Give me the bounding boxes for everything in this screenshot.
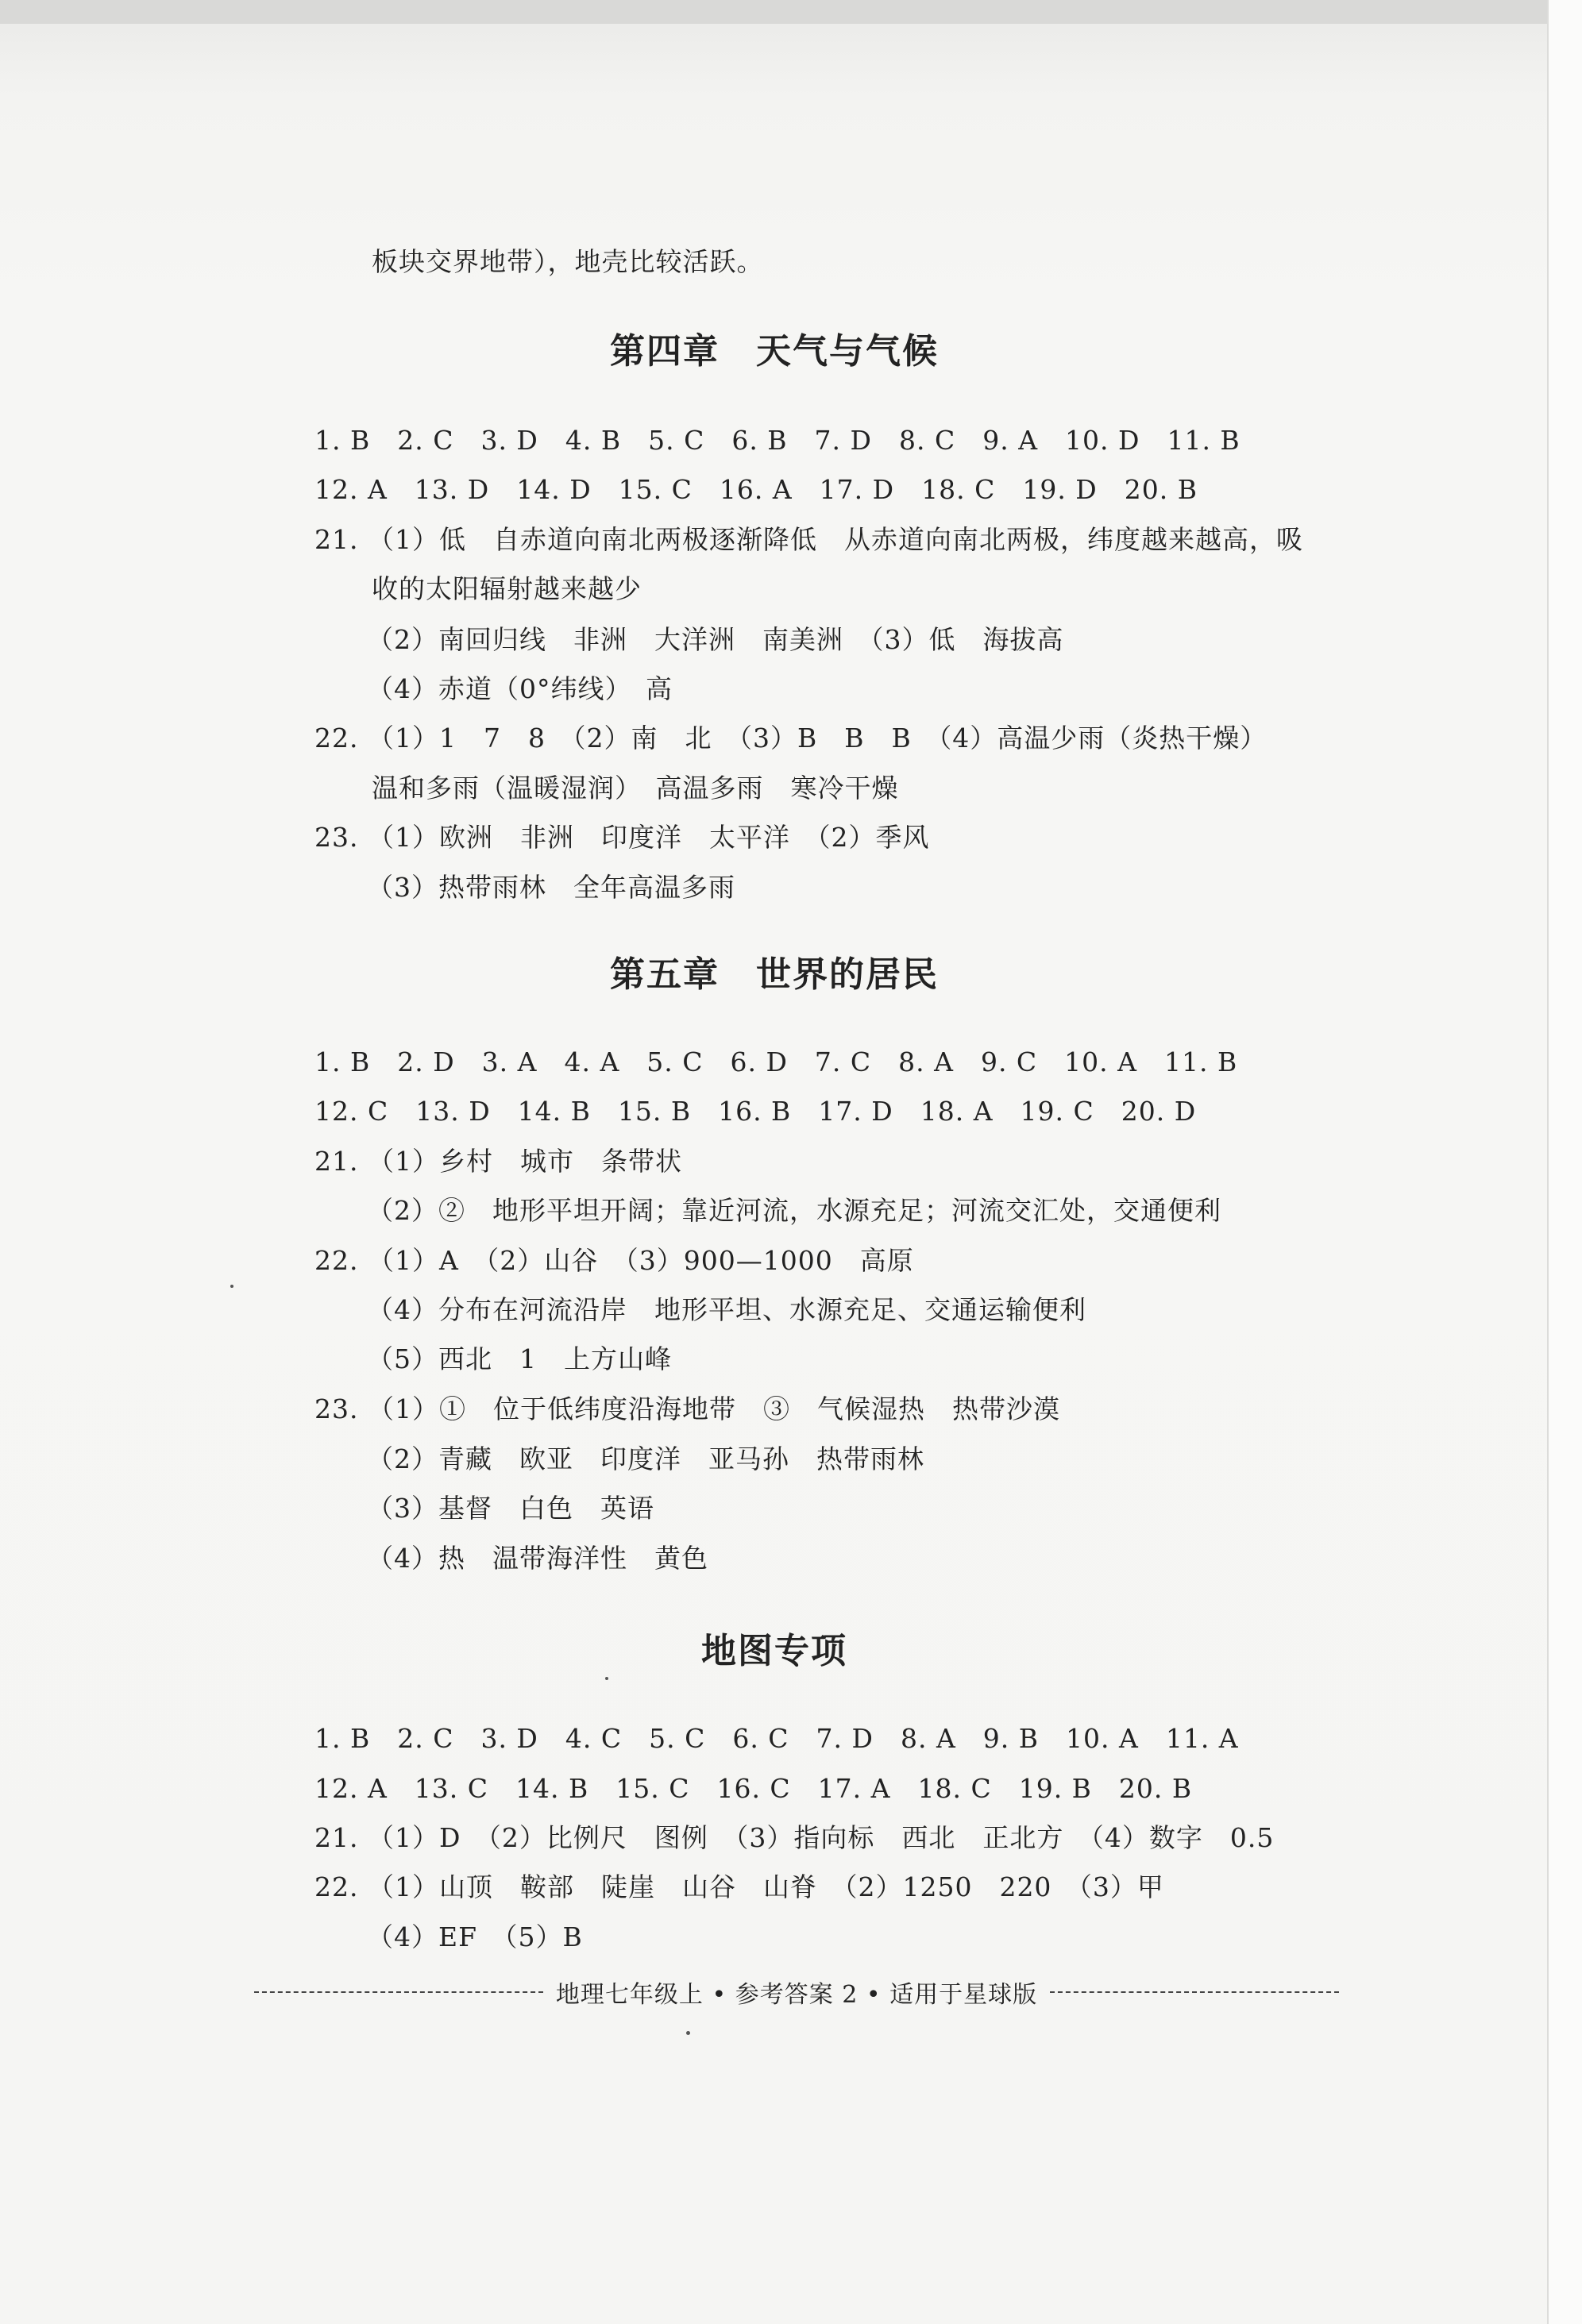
ch4-answer-line: 21. （1）低 自赤道向南北两极逐渐降低 从赤道向南北两极，纬度越来越高，吸 [314, 524, 1303, 555]
ch4-answer-line: （4）赤道（0°纬线） 高 [367, 673, 673, 704]
ch4-answer-line: 1. B 2. C 3. D 4. B 5. C 6. B 7. D 8. C 9. A 10. D 11. B [314, 425, 1241, 456]
ch4-answer-line: 收的太阳辐射越来越少 [372, 573, 642, 604]
scan-speck [230, 1285, 233, 1288]
ch5-answer-line: （4）热 温带海洋性 黄色 [367, 1543, 708, 1574]
map-answer-line: 12. A 13. C 14. B 15. C 16. C 17. A 18. C 19. B 20. B [314, 1773, 1193, 1804]
ch5-answer-line: （4）分布在河流沿岸 地形平坦、水源充足、交通运输便利 [367, 1294, 1086, 1325]
ch5-answer-line: 23. （1）① 位于低纬度沿海地带 ③ 气候湿热 热带沙漠 [314, 1393, 1060, 1424]
map-answer-line: （4）EF （5）B [367, 1921, 583, 1952]
ch5-answer-line: 1. B 2. D 3. A 4. A 5. C 6. D 7. C 8. A 9. C 10. A 11. B [314, 1046, 1238, 1077]
footer-text: 地理七年级上 • 参考答案 2 • 适用于星球版 [555, 1981, 1038, 2009]
ch4-answer-line: 12. A 13. D 14. D 15. C 16. A 17. D 18. C 19. D 20. B [314, 474, 1198, 505]
chapter4-title: 第四章 天气与气候 [610, 331, 939, 372]
footer-left-rule [254, 1991, 543, 1993]
ch5-answer-line: 21. （1）乡村 城市 条带状 [314, 1146, 682, 1177]
ch4-answer-line: 22. （1）1 7 8 （2）南 北 （3）B B B （4）高温少雨（炎热干燥） [314, 723, 1268, 753]
page-footer [254, 1974, 1339, 2010]
map-answer-line: 21. （1）D （2）比例尺 图例 （3）指向标 西北 正北方 （4）数字 0.5 [314, 1822, 1275, 1853]
ch5-answer-line: 22. （1）A （2）山谷 （3）900—1000 高原 [314, 1245, 914, 1276]
continuation-text: 板块交界地带），地壳比较活跃。 [372, 246, 764, 277]
ch4-answer-line: 23. （1）欧洲 非洲 印度洋 太平洋 （2）季风 [314, 822, 930, 853]
scan-speck [605, 1677, 608, 1680]
page-top-shadow [0, 0, 1549, 24]
chapter5-title: 第五章 世界的居民 [610, 954, 939, 995]
ch5-answer-line: （3）基督 白色 英语 [367, 1493, 654, 1524]
ch5-answer-line: （2）青藏 欧亚 印度洋 亚马孙 热带雨林 [367, 1443, 924, 1474]
ch5-answer-line: （5）西北 1 上方山峰 [367, 1343, 672, 1374]
ch5-answer-line: （2）② 地形平坦开阔；靠近河流，水源充足；河流交汇处，交通便利 [367, 1195, 1221, 1226]
ch5-answer-line: 12. C 13. D 14. B 15. B 16. B 17. D 18. A 19. C 20. D [314, 1096, 1197, 1127]
map-answer-line: 22. （1）山顶 鞍部 陡崖 山谷 山脊 （2）1250 220 （3）甲 [314, 1871, 1164, 1902]
scan-speck [686, 2031, 690, 2035]
ch4-answer-line: （2）南回归线 非洲 大洋洲 南美洲 （3）低 海拔高 [367, 624, 1064, 655]
map-section-title: 地图专项 [701, 1631, 847, 1671]
page-edge [1547, 0, 1582, 2324]
ch4-answer-line: 温和多雨（温暖湿润） 高温多雨 寒冷干燥 [372, 773, 899, 804]
ch4-answer-line: （3）热带雨林 全年高温多雨 [367, 872, 735, 903]
map-answer-line: 1. B 2. C 3. D 4. C 5. C 6. C 7. D 8. A 9. B 10. A 11. A [314, 1723, 1239, 1754]
footer-right-rule [1050, 1991, 1339, 1993]
